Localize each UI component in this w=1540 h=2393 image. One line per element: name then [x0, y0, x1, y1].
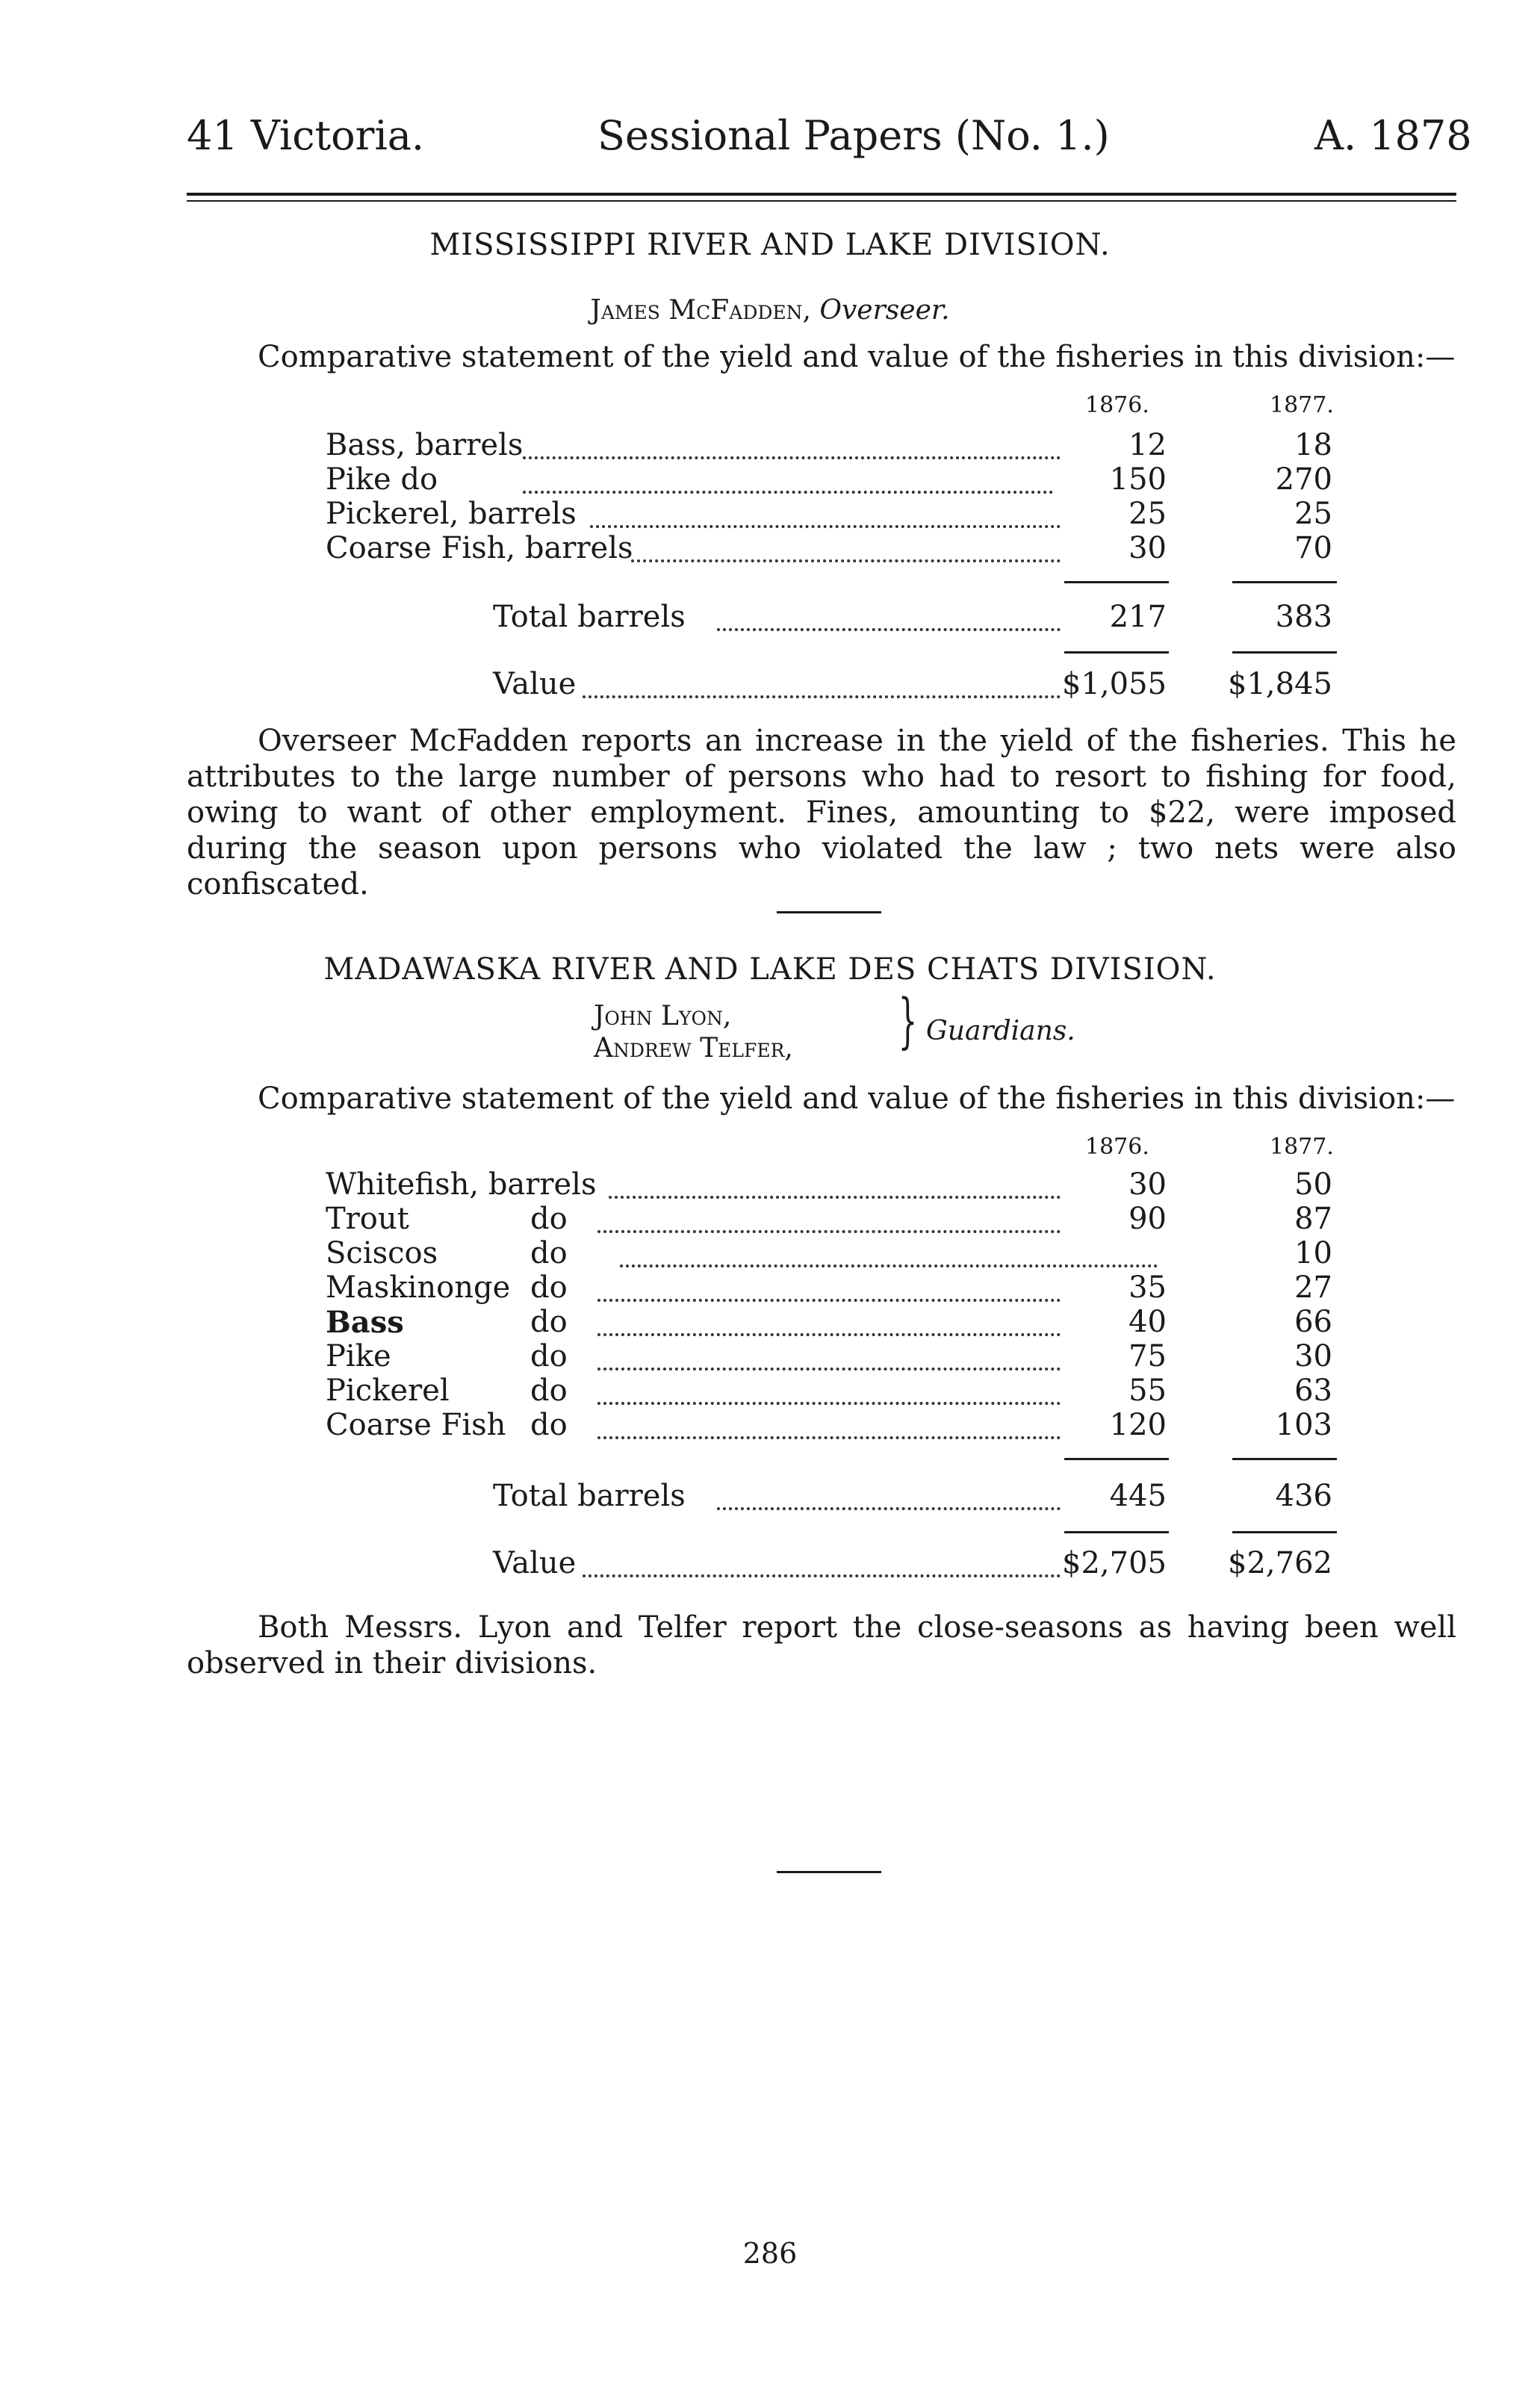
row-label: Pickerel: [326, 1374, 450, 1408]
leader-dots: [631, 559, 1061, 562]
value-label: Value: [493, 1546, 577, 1580]
sum-rule: [1232, 581, 1337, 583]
ditto-mark: do: [530, 1236, 568, 1270]
section2-intro: Comparative statement of the yield and value of the fisheries in this division:—: [258, 1081, 1456, 1116]
row-label: Bass, barrels: [326, 428, 524, 462]
value-1877: 10: [1294, 1236, 1332, 1270]
ditto-mark: do: [530, 1408, 568, 1442]
value-1876: 150: [1109, 462, 1167, 497]
value-1876: 35: [1128, 1270, 1167, 1305]
leader-dots: [583, 1574, 1061, 1577]
running-head-left: 41 Victoria.: [187, 112, 425, 159]
value-1876: 75: [1128, 1339, 1167, 1374]
value-1877: 50: [1294, 1167, 1332, 1202]
leader-dots: [523, 456, 1061, 459]
total-1876: 217: [1109, 600, 1167, 634]
section1-officer-role: Overseer.: [819, 295, 950, 326]
section1-intro: Comparative statement of the yield and value of the fisheries in this division:—: [258, 340, 1456, 374]
leader-dots: [620, 1264, 1158, 1267]
total-label: Total barrels: [493, 600, 686, 634]
row-label: Pike: [326, 1339, 391, 1374]
total-1876: 445: [1109, 1479, 1167, 1513]
ditto-mark: do: [530, 1374, 568, 1408]
sum-rule: [1064, 1531, 1169, 1533]
leader-dots: [523, 491, 1053, 494]
section1-officer-name: James McFadden,: [590, 295, 811, 326]
section2-year-1876: 1876.: [1085, 1134, 1149, 1160]
sum-rule: [1232, 651, 1337, 654]
section2-year-1877: 1877.: [1270, 1134, 1334, 1160]
value-1877: 103: [1275, 1408, 1332, 1442]
leader-dots: [597, 1299, 1061, 1302]
value-1877: $2,762: [1228, 1546, 1332, 1580]
value-1876: 30: [1128, 1167, 1167, 1202]
value-1876: 30: [1128, 531, 1167, 565]
ditto-mark: do: [530, 1202, 568, 1236]
section1-title: MISSISSIPPI RIVER AND LAKE DIVISION.: [429, 228, 1111, 262]
leader-dots: [597, 1368, 1061, 1371]
ditto-mark: do: [530, 1339, 568, 1374]
total-label: Total barrels: [493, 1479, 686, 1513]
value-1877: 70: [1294, 531, 1332, 565]
value-1876: 55: [1128, 1374, 1167, 1408]
row-label: Bass: [326, 1305, 404, 1340]
running-head-right: A. 1878: [1314, 112, 1472, 159]
section2-title: MADAWASKA RIVER AND LAKE DES CHATS DIVISION.: [323, 952, 1217, 987]
value-1877: 63: [1294, 1374, 1332, 1408]
sum-rule: [1064, 1458, 1169, 1460]
leader-dots: [590, 525, 1061, 528]
sum-rule: [1232, 1531, 1337, 1533]
leader-dots: [717, 628, 1061, 631]
header-rule-thin: [187, 200, 1456, 202]
section1-officer: [0, 295, 1540, 326]
row-label: Maskinonge: [326, 1270, 511, 1305]
running-head-center: Sessional Papers (No. 1.): [597, 112, 1110, 159]
value-1876: $1,055: [1062, 667, 1167, 701]
row-label: Sciscos: [326, 1236, 438, 1270]
header-rule-thick: [187, 193, 1456, 196]
leader-dots: [717, 1507, 1061, 1510]
row-label: Pickerel, barrels: [326, 497, 577, 531]
section1-year-1877: 1877.: [1270, 392, 1334, 418]
value-1877: 270: [1275, 462, 1332, 497]
value-1877: 18: [1294, 428, 1332, 462]
section1-paragraph-text: Overseer McFadden reports an increase in the yield of the fisheries. This he attributes to the large number of persons who had to resort to fishing for food, owing to want of other employment. Fines, amounting to $22, were imposed during the season upon persons who violated the law ; two nets were also confiscated.: [187, 724, 1456, 901]
section1-year-1876: 1876.: [1085, 392, 1149, 418]
section2-paragraph: [187, 1610, 1456, 1681]
value-1876: 12: [1128, 428, 1167, 462]
section2-paragraph-text: Both Messrs. Lyon and Telfer report the close-seasons as having been well observed in their divisions.: [187, 1610, 1456, 1680]
brace-glyph: }: [898, 986, 918, 1055]
total-1877: 383: [1275, 600, 1332, 634]
section-separator: [777, 911, 881, 913]
row-label: Coarse Fish: [326, 1408, 506, 1442]
row-label: Pike do: [326, 462, 438, 497]
section2-officer1: John Lyon,: [594, 1001, 732, 1031]
row-label: Whitefish, barrels: [326, 1167, 597, 1202]
section2-officer2: Andrew Telfer,: [594, 1033, 793, 1064]
value-1877: 27: [1294, 1270, 1332, 1305]
leader-dots: [597, 1333, 1061, 1336]
sum-rule: [1064, 581, 1169, 583]
value-1876: 120: [1109, 1408, 1167, 1442]
value-1877: 87: [1294, 1202, 1332, 1236]
row-label: Trout: [326, 1202, 409, 1236]
value-1877: 30: [1294, 1339, 1332, 1374]
value-1876: $2,705: [1062, 1546, 1167, 1580]
leader-dots: [597, 1436, 1061, 1439]
leader-dots: [609, 1196, 1061, 1199]
sum-rule: [1232, 1458, 1337, 1460]
leader-dots: [583, 695, 1061, 698]
section1-paragraph: [187, 723, 1456, 902]
ditto-mark: do: [530, 1305, 568, 1339]
ditto-mark: do: [530, 1270, 568, 1305]
row-label: Coarse Fish, barrels: [326, 531, 633, 565]
total-1877: 436: [1275, 1479, 1332, 1513]
section2-officer-role: Guardians.: [926, 1016, 1075, 1046]
leader-dots: [597, 1230, 1061, 1233]
value-1877: 25: [1294, 497, 1332, 531]
page-number: 286: [742, 2237, 798, 2270]
sum-rule: [1064, 651, 1169, 654]
section-separator: [777, 1871, 881, 1873]
value-1877: $1,845: [1228, 667, 1332, 701]
value-1876: 25: [1128, 497, 1167, 531]
value-1876: 40: [1128, 1305, 1167, 1339]
value-1877: 66: [1294, 1305, 1332, 1339]
leader-dots: [597, 1402, 1061, 1405]
value-1876: 90: [1128, 1202, 1167, 1236]
value-label: Value: [493, 667, 577, 701]
